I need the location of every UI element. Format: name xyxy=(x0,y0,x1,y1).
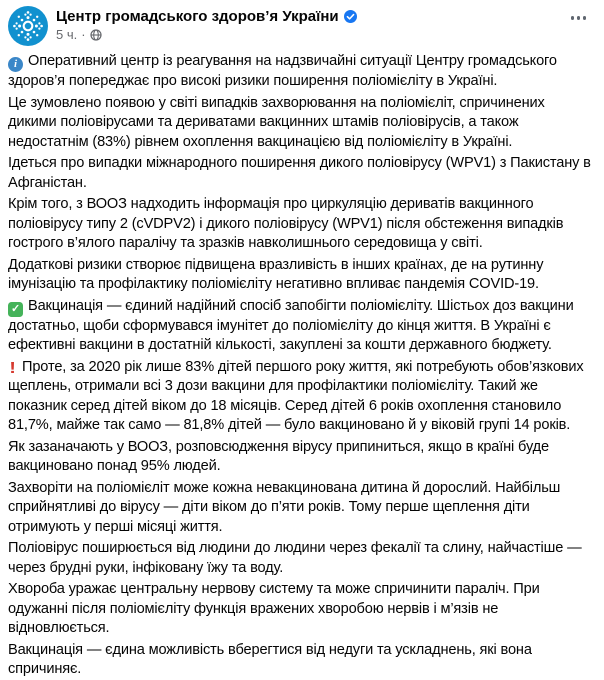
page-avatar[interactable] xyxy=(8,6,48,46)
post-header xyxy=(0,0,604,50)
post-paragraph: i Оперативний центр із реагування на надзвичайні ситуації Центру громадського здоров’я попереджає про високі ризики поширення поліомієліту в Україні. xyxy=(8,53,557,89)
dot-icon xyxy=(583,16,587,20)
post-text xyxy=(0,50,604,680)
dot-icon xyxy=(577,16,581,20)
post-paragraph: Поліовірус поширюється від людини до людини через фекалії та слину, найчастіше — через брудні руки, інфіковану їжу та воду. xyxy=(8,540,582,576)
post-paragraph: Вакцинація — єдина можливість вберегтися від недуги та ускладнень, які вона спричиняє. xyxy=(8,641,532,677)
exclamation-icon: ! xyxy=(9,359,16,377)
phc-ukraine-logo-icon xyxy=(8,6,48,46)
post-paragraph: Захворіти на поліомієліт може кожна невакцинована дитина й дорослий. Найбільш сприйнятливі до вірусу — діти віком до п’яти років. Тому перше щеплення діти отримують у перші місяці життя. xyxy=(8,479,561,535)
verified-badge-icon xyxy=(344,10,357,23)
post-paragraph: ! Проте, за 2020 рік лише 83% дітей першого року життя, які потребують обов’язкових щеплень, отримали всі 3 дози вакцини для профілактики поліомієліту. Такий же показник серед дітей віком до 18 місяців. Серед дітей 6 років охоплення становило 81,7%, майже так само — 81,8% дітей — було вакциновано й у віковій групі 14 років. xyxy=(8,358,584,433)
post-paragraph: Додаткові ризики створює підвищена вразливість в інших країнах, де на рутинну імунізацію та профілактику поліомієліту негативно впливає пандемія COVID-19. xyxy=(8,256,544,292)
dot-icon xyxy=(571,16,575,20)
check-icon: ✓ xyxy=(8,302,23,317)
post-paragraph: Це зумовлено появою у світі випадків захворювання на поліомієліт, спричинених дикими поліовірусами та дериватами вакцинних штамів поліовірусів, а також недостатнім (83%) рівнем охоплення вакцинацією від поліомієліту в Україні. xyxy=(8,94,545,150)
post-paragraph: Як зазаначають у ВООЗ, розповсюдження вірусу припиниться, якщо в країні буде вакциновано понад 95% людей. xyxy=(8,438,549,474)
post-paragraph: ✓ Вакцинація — єдиний надійний спосіб запобігти поліомієліту. Шістьох доз вакцини достатньо, щоби сформувався імунітет до поліомієліту до кінця життя. В Україні є ефективні вакцини в достатній кількості, закуплені за кошти державного бюджету. xyxy=(8,297,574,353)
post-timestamp[interactable]: 5 ч. xyxy=(56,27,78,42)
post-paragraph: Ідеться про випадки міжнародного поширення дикого поліовірусу (WPV1) з Пакистану в Афганістан. xyxy=(8,155,591,191)
post-paragraph: Хвороба уражає центральну нервову систему та може спричинити параліч. При одужанні після поліомієліту функція вражених хворобою нервів і м’язів не відновлюється. xyxy=(8,581,540,636)
header-info xyxy=(56,6,565,43)
public-globe-icon xyxy=(90,29,102,41)
page-name-link[interactable]: Центр громадського здоров’я України xyxy=(56,8,339,25)
meta-separator: · xyxy=(81,27,86,42)
post-paragraph: Крім того, з ВООЗ надходить інформація про циркуляцію дериватів вакцинного поліовірусу типу 2 (cVDPV2) і дикого поліовірусу (WPV1) після обстеження випадків гострого в’ялого паралічу та зразків навколишнього середовища у світі. xyxy=(8,196,564,251)
post-options-button[interactable] xyxy=(565,6,593,30)
info-icon: i xyxy=(8,57,23,72)
